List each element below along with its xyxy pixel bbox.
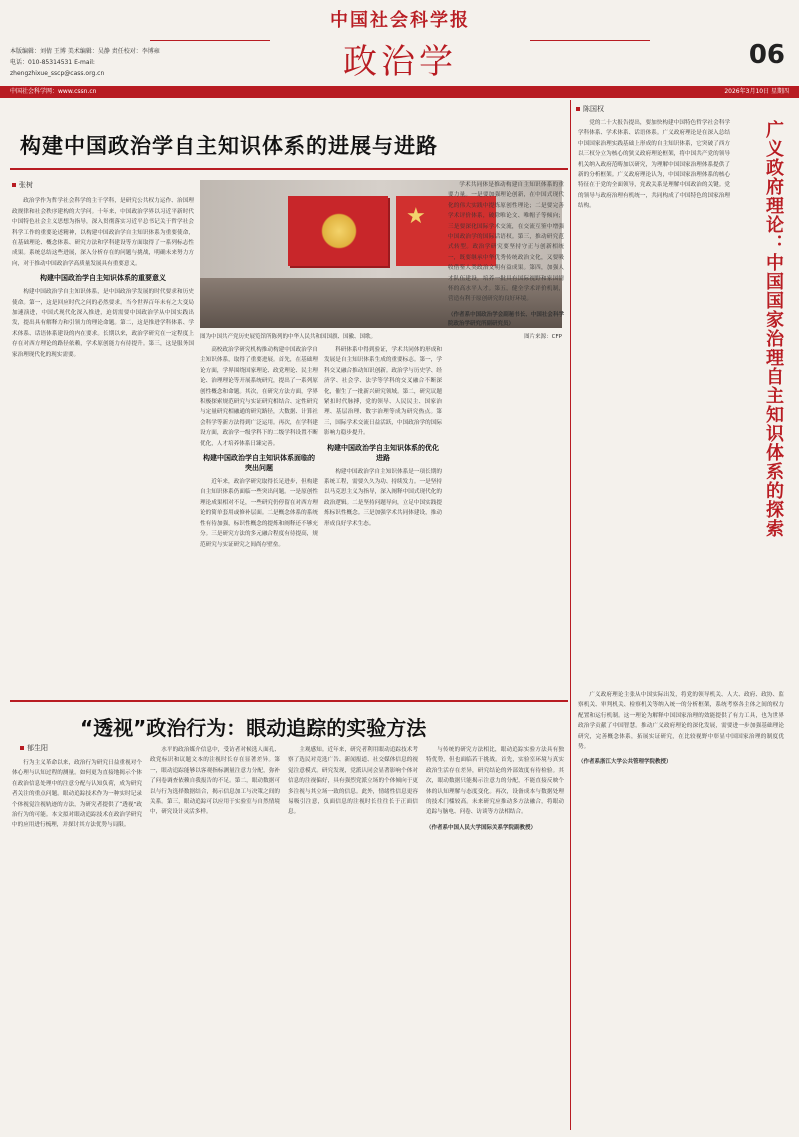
article1-subhead-2: 构建中国政治学自主知识体系面临的突出问题 <box>203 454 315 473</box>
article1-title: 构建中国政治学自主知识体系的进展与进路 <box>20 134 438 158</box>
article2-author-note: （作者系中国人民大学国际关系学院副教授） <box>426 824 537 831</box>
article2-title: “透视”政治行为：眼动追踪的实验方法 <box>80 716 427 740</box>
article2-column-1 <box>12 758 142 1130</box>
article1-rule <box>10 168 568 170</box>
article2-column-3 <box>288 745 418 1130</box>
masthead-rule-left <box>150 40 270 41</box>
sidebar-author-line <box>576 104 604 114</box>
article2-rule <box>10 700 568 702</box>
sidebar-column-2 <box>578 690 784 1130</box>
article1-subhead-3: 构建中国政治学自主知识体系的优化进路 <box>327 443 439 462</box>
article2-col4: 与传统的研究方法相比，眼动追踪实验方法具有独特优势，但也面临若干挑战。首先，实验室环境与真实政治生活存在差异，研究结论的外部效度有待检验。其次，眼动数据只能揭示注意力的分配，不能直接反映个体的认知理解与态度变化。再次，设备成本与数据处理的技术门槛较高。未来研究应推动多方法融合，将眼动追踪与脑电、问卷、访谈等方法相结合。 <box>426 747 564 816</box>
masthead-rule-right <box>530 40 650 41</box>
emblem-icon <box>318 210 360 252</box>
masthead-contact: 电话：010-85314531 E-mail: zhengzhixue_sscp@cass.org.cn <box>10 59 105 77</box>
article1-col3-body2: 构建中国政治学自主知识体系是一项长期的系统工程，需要久久为功、持续发力。一是坚持以马克思主义为指导，深入阐释中国式现代化的政治逻辑。二是坚持问题导向，立足中国实践提炼标识性概念。三是加强学术共同体建设，推动形成良好学术生态。 <box>324 468 442 527</box>
masthead-meta <box>10 46 170 79</box>
sidebar-body: 党的二十大报告提出，要加快构建中国特色哲学社会科学学科体系、学术体系、话语体系。广义政府理论是在深入总结中国国家治理实践基础上形成的自主知识体系，它突破了西方以三权分立为核心的狭义政府理论框架，将中国共产党的领导机关纳入政府范畴加以研究，为理解中国国家治理体系提供了新的分析框架。广义政府理论认为，中国国家治理体系的核心特征在于党的全面领导，党政关系是理解中国政治的关键。党的领导与政府治理有机统一，共同构成了中国特色的国家治理结构。 <box>578 120 730 210</box>
article1-col3-body: 科研体系中得到验证，学术共同体的形成和发展是自主知识体系生成的重要标志。第一，学科交叉融合推动知识创新。政治学与历史学、经济学、社会学、法学等学科的交叉融合不断深化，催生了一批新兴研究领域。第二，研究议题紧扣时代脉搏，党的领导、人民民主、国家治理、基层治理、数字治理等成为研究热点。第三，国际学术交流日益活跃，中国政治学的国际影响力稳步提升。 <box>324 347 442 437</box>
bullet-icon <box>20 746 24 750</box>
masthead-bar <box>0 86 799 98</box>
flag-image <box>288 196 388 266</box>
newspaper-logo: 中国社会科学报 <box>330 10 470 31</box>
article1-column-2 <box>200 345 318 690</box>
article2-col3: 主观感知。近年来，研究者利用眼动追踪技术考察了选民对竞选广告、新闻报道、社交媒体信息的视觉注意模式。研究发现，党派认同会显著影响个体对信息的注视偏好，具有强烈党派立场的个体倾向于更多注视与其立场一致的信息。此外，情绪性信息更容易吸引注意，负面信息的注视时长往往长于正面信息。 <box>288 747 418 816</box>
article2-column-2 <box>150 745 280 1130</box>
masthead-editors: 本版编辑：刘倩 王博 美术编辑：吴静 责任校对：李博雍 <box>10 48 160 55</box>
sidebar-body2: 广义政府理论主张从中国实际出发，将党的领导机关、人大、政府、政协、监察机关、审判机关、检察机关等纳入统一的分析框架，系统考察各主体之间的权力配置和运行机制。这一理论为解释中国国家治理的效能提供了有力工具，也为世界政治学贡献了中国智慧。推动广义政府理论的深化发展，需要进一步加强基础理论研究，完善概念体系，拓展实证研究，在比较视野中彰显中国国家治理的制度优势。 <box>578 692 784 751</box>
sidebar-author-note: （作者系浙江大学公共管理学院教授） <box>578 759 672 766</box>
sidebar-author: 陈国权 <box>583 105 604 113</box>
article1-subhead-1: 构建中国政治学自主知识体系的重要意义 <box>40 274 166 283</box>
article1-author-note: （作者系中国政治学会副秘书长、中国社会科学院政治学研究所副研究员） <box>448 311 564 327</box>
bullet-icon <box>576 107 580 111</box>
sidebar-title: 广义政府理论：中国国家治理自主知识体系的探索 <box>763 120 784 538</box>
article1-col4-body: 学术共同体是推动构建自主知识体系的重要力量。一是要加强理论创新，在中国式现代化的伟大实践中提炼原创性理论；二是要完善学术评价体系，破除唯论文、唯帽子等倾向；三是要深化国际学术交流，在交流互鉴中增强中国政治学的国际话语权。第三，推动研究范式转型。政治学研究要坚持守正与创新相统一，既要继承中华优秀传统政治文化，又要吸收借鉴人类政治文明有益成果。第四，加强人才队伍建设，培养一批具有国际视野和家国情怀的高水平人才。第五，健全学术评价机制，营造有利于原创研究的良好环境。 <box>448 182 564 303</box>
page-number: 06 <box>748 40 785 70</box>
article2-author-line <box>20 743 48 753</box>
bullet-icon <box>12 183 16 187</box>
sidebar-divider <box>570 100 571 1130</box>
article1-col2-body: 高校政治学研究机构推动构建中国政治学自主知识体系，取得了重要进展。首先，在基础理论方面，学界围绕国家理论、政党理论、民主理论、治理理论等开展系统研究，提出了一系列原创性概念和命题。其次，在研究方法方面，学界积极探索规范研究与实证研究相结合、定性研究与定量研究相融通的研究路径，大数据、计算社会科学等新方法得到广泛运用。再次，在学科建设方面，政治学一级学科下的二级学科设置不断优化，人才培养体系日臻完善。 <box>200 347 318 447</box>
photo-caption: 图为中国共产党历史展览馆所陈列的中华人民共和国国旗、国徽、国歌。 图片来源：CFP <box>200 334 562 340</box>
article1-column-1 <box>12 180 194 690</box>
issue-date: 2026年3月10日 星期四 <box>724 88 789 95</box>
article1-column-4 <box>448 180 564 690</box>
section-title: 政治学 <box>343 42 457 82</box>
article2-col2: 水平的政治媒介信息中，受访者对候选人面孔、政党标识和议题文本的注视时长存在显著差异。第一，眼动追踪能够以客观指标测量注意力分配，弥补了问卷调查依赖自我报告的不足。第二，眼动数据可以与行为选择数据结合，揭示信息加工与决策之间的关系。第三，眼动追踪可以应用于实验室与自然情境中，研究设计灵活多样。 <box>150 747 280 816</box>
masthead <box>0 0 799 95</box>
website-label: 中国社会科学网：www.cssn.cn <box>10 88 97 95</box>
article2-author: 郁生阳 <box>27 744 48 752</box>
article1-intro: 政治学作为哲学社会科学的主干学科，是研究公共权力运作、治国理政规律和社会秩序建构的大学问。十年来，中国政治学界以习近平新时代中国特色社会主义思想为指导，深入贯彻落实习近平总书记关于哲学社会科学工作的重要论述精神，以构建中国政治学自主知识体系为重要使命，在基础理论、概念体系、研究方法和学科建设等方面取得了一系列标志性成果。系统总结这些进展，深入分析存在的问题与挑战，明确未来努力方向，对于推动中国政治学高质量发展具有重要意义。 <box>12 198 194 267</box>
article1-author: 张树 <box>19 181 33 189</box>
star-icon: ★ <box>406 204 426 229</box>
article2-col1: 行为主义革命以来，政治行为研究日益重视对个体心理与认知过程的测量。如何更为直接地揭示个体在政治信息处理中的注意分配与认知负荷，成为研究者关注的重点问题。眼动追踪技术作为一种实时记录个体视觉注视轨迹的方法，为研究者提供了“透视”政治行为的可能。本文拟对眼动追踪技术在政治学研究中的应用进行梳理，并探讨其方法优势与局限。 <box>12 760 142 829</box>
photo-credit: 图片来源：CFP <box>524 334 562 340</box>
article2-column-4 <box>426 745 564 1130</box>
article1-column-3 <box>324 345 442 690</box>
sidebar-column-1 <box>578 118 730 678</box>
article1-col2-body2: 近年来，政治学研究取得长足进步，但构建自主知识体系仍面临一些突出问题。一是原创性理论成果相对不足，一些研究仍停留在对西方理论的简单套用或修补层面。二是概念体系的系统性有待加强，标识性概念的提炼和阐释还不够充分。三是研究方法的多元融合程度有待提高，规范研究与实证研究之间尚存壁垒。 <box>200 479 318 548</box>
article1-col1-body: 构建中国政治学自主知识体系，是中国政治学发展的时代要求和历史使命。第一，这是回应时代之问的必然要求。当今世界百年未有之大变局加速演进，中国式现代化深入推进，迫切需要中国政治学从中国实践出发，提出具有解释力和引领力的理论命题。第二，这是推进学科体系、学术体系、话语体系建设的内在要求。长期以来，政治学研究在一定程度上存在对西方理论的路径依赖，学术原创能力有待提升。第三，这是服务国家治理现代化的现实需要。 <box>12 289 194 358</box>
